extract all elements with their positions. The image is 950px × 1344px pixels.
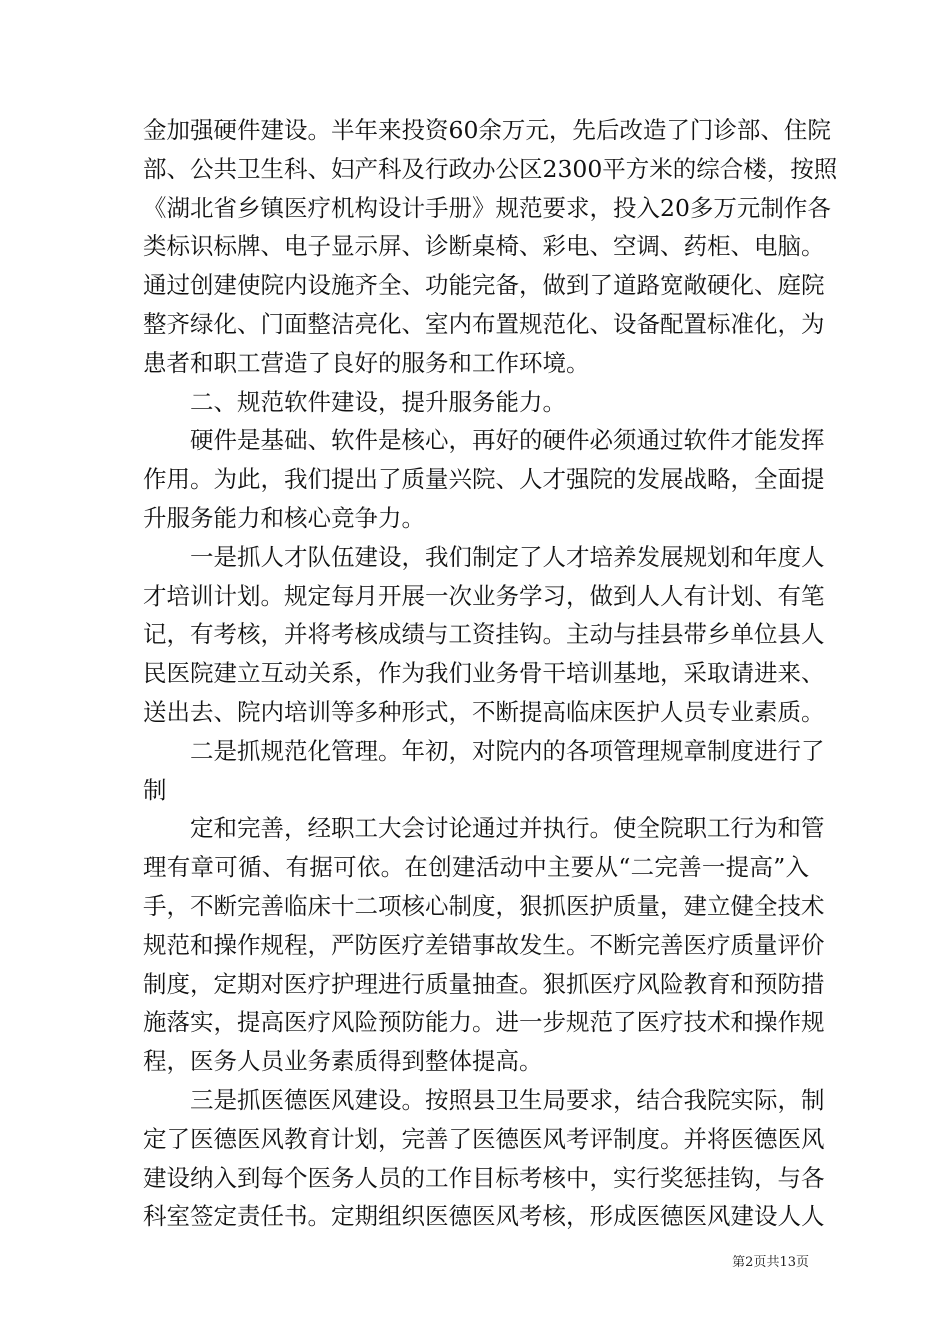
text-line: 整齐绿化、门面整洁亮化、室内布置规范化、设备配置标准化，为 xyxy=(143,309,825,338)
text-line: 程，医务人员业务素质得到整体提高。 xyxy=(143,1047,543,1076)
text-line: 规范和操作规程，严防医疗差错事故发生。不断完善医疗质量评价 xyxy=(143,930,825,959)
text-line: 民医院建立互动关系，作为我们业务骨干培训基地，采取请进来、 xyxy=(143,659,825,688)
text-line: 制 xyxy=(143,775,167,804)
text-line: 升服务能力和核心竞争力。 xyxy=(143,503,425,532)
text-line: 施落实，提高医疗风险预防能力。进一步规范了医疗技术和操作规 xyxy=(143,1008,825,1037)
text-line: 手，不断完善临床十二项核心制度，狠抓医护质量，建立健全技术 xyxy=(143,891,825,920)
text-line: 定和完善，经职工大会讨论通过并执行。使全院职工行为和管 xyxy=(190,814,825,843)
text-line: 部、公共卫生科、妇产科及行政办公区2300平方米的综合楼，按照 xyxy=(143,154,838,183)
text-line: 科室签定责任书。定期组织医德医风考核，形成医德医风建设人人 xyxy=(143,1202,825,1231)
text-line: 三是抓医德医风建设。按照县卫生局要求，结合我院实际，制 xyxy=(190,1085,825,1114)
text-line: 记，有考核，并将考核成绩与工资挂钩。主动与挂县带乡单位县人 xyxy=(143,620,825,649)
text-line: 通过创建使院内设施齐全、功能完备，做到了道路宽敞硬化、庭院 xyxy=(143,271,825,300)
text-line: 类标识标牌、电子显示屏、诊断桌椅、彩电、空调、药柜、电脑。 xyxy=(143,232,825,261)
text-line: 二是抓规范化管理。年初，对院内的各项管理规章制度进行了 xyxy=(190,736,825,765)
text-line: 《湖北省乡镇医疗机构设计手册》规范要求，投入20多万元制作各 xyxy=(143,193,831,222)
text-line: 二、规范软件建设，提升服务能力。 xyxy=(190,387,566,416)
text-line: 定了医德医风教育计划，完善了医德医风考评制度。并将医德医风 xyxy=(143,1124,825,1153)
text-line: 才培训计划。规定每月开展一次业务学习，做到人人有计划、有笔 xyxy=(143,581,825,610)
text-line: 理有章可循、有据可依。在创建活动中主要从“二完善一提高”入 xyxy=(143,853,809,882)
text-line: 患者和职工营造了良好的服务和工作环境。 xyxy=(143,348,590,377)
text-line: 制度，定期对医疗护理进行质量抽查。狠抓医疗风险教育和预防措 xyxy=(143,969,825,998)
text-line: 硬件是基础、软件是核心，再好的硬件必须通过软件才能发挥 xyxy=(190,426,825,455)
text-line: 一是抓人才队伍建设，我们制定了人才培养发展规划和年度人 xyxy=(190,542,825,571)
text-line: 送出去、院内培训等多种形式，不断提高临床医护人员专业素质。 xyxy=(143,697,825,726)
text-line: 金加强硬件建设。半年来投资60余万元，先后改造了门诊部、住院 xyxy=(143,116,831,144)
page-number: 第2页共13页 xyxy=(732,1255,809,1270)
document-body xyxy=(143,111,838,1236)
text-line: 建设纳入到每个医务人员的工作目标考核中，实行奖惩挂钩，与各 xyxy=(143,1163,825,1192)
text-line: 作用。为此，我们提出了质量兴院、人才强院的发展战略，全面提 xyxy=(143,465,825,494)
